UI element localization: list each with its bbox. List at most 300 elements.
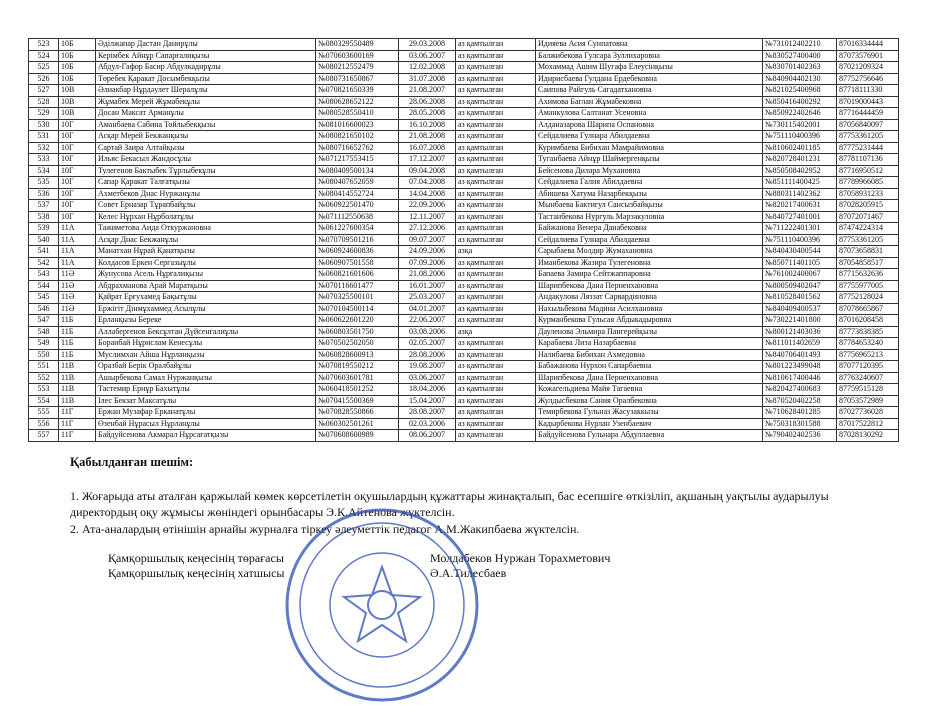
birth-date: 12.11.2007 (399, 211, 456, 223)
parent-name: Мохаммад Ашим Шугафа Елеусінқызы (536, 62, 763, 74)
parent-name: Налибаева Бибихан Ахмедовна (536, 349, 763, 361)
phone-cell: 87077120395 (837, 361, 899, 373)
status-cell: аз қамтылған (456, 211, 536, 223)
parent-id: №751110400396 (763, 234, 837, 246)
parent-id: №830701402363 (763, 62, 837, 74)
row-number: 553 (29, 384, 59, 396)
student-name: Асқар Днас Бекжанұлы (96, 234, 316, 246)
birth-date: 22.06.2007 (399, 315, 456, 327)
student-name: Аллабергенов Бексұлтан Дүйсенғалиұлы (96, 326, 316, 338)
class-cell: 11Ә (59, 269, 96, 281)
parent-name: Сейдалиева Галия Абилдаевна (536, 177, 763, 189)
birth-cert: №071217553415 (316, 154, 399, 166)
row-number: 532 (29, 142, 59, 154)
table-row (29, 73, 899, 85)
status-cell: аз қамтылған (456, 142, 536, 154)
status-cell: азқа (456, 246, 536, 258)
status-cell: аз қамтылған (456, 85, 536, 97)
row-number: 529 (29, 108, 59, 120)
student-name: Ержан Музафар Ерканатұлы (96, 407, 316, 419)
chair-name: Молдабеков Нуржан Торахметович (430, 551, 611, 565)
class-cell: 10Б (59, 50, 96, 62)
birth-date: 18.04.2006 (399, 384, 456, 396)
phone-cell: 87054858517 (837, 257, 899, 269)
table-row (29, 50, 899, 62)
class-cell: 11А (59, 257, 96, 269)
parent-name: Дауленова Эльмира Пангерейқызы (536, 326, 763, 338)
birth-date: 07.04.2008 (399, 177, 456, 189)
parent-name: Саипова Райгуль Сагадатхановна (536, 85, 763, 97)
student-name: Аманбаева Сабина Тойлыбекқызы (96, 119, 316, 131)
class-cell: 10Г (59, 131, 96, 143)
student-name: Керімбек Айнұр Сапарғалиқызы (96, 50, 316, 62)
status-cell: аз қамтылған (456, 223, 536, 235)
birth-cert: №080414552724 (316, 188, 399, 200)
row-number: 541 (29, 246, 59, 258)
phone-cell: 87752756646 (837, 73, 899, 85)
birth-cert: №061227600354 (316, 223, 399, 235)
birth-cert: №060924600836 (316, 246, 399, 258)
status-cell: аз қамтылған (456, 361, 536, 373)
table-row (29, 372, 899, 384)
birth-date: 07.09.2006 (399, 257, 456, 269)
student-name: Ильяс Бекасыл Жандосұлы (96, 154, 316, 166)
phone-cell: 87753361205 (837, 131, 899, 143)
status-cell: аз қамтылған (456, 119, 536, 131)
class-cell: 11Б (59, 349, 96, 361)
student-name: Досан Максат Арманұлы (96, 108, 316, 120)
phone-cell: 87028130292 (837, 430, 899, 442)
class-cell: 11В (59, 372, 96, 384)
phone-cell: 87773838385 (837, 326, 899, 338)
parent-id: №820427400683 (763, 384, 837, 396)
parent-name: Тастанбекова Нургуль Марзакуловна (536, 211, 763, 223)
birth-cert: №060418501252 (316, 384, 399, 396)
birth-date: 16.07.2008 (399, 142, 456, 154)
birth-cert: №070116601477 (316, 280, 399, 292)
parent-id: №751110400396 (763, 131, 837, 143)
phone-cell: 87775231444 (837, 142, 899, 154)
birth-cert: №080329550489 (316, 39, 399, 51)
student-name: Абдрахманова Арай Маратқызы (96, 280, 316, 292)
parent-name: Бабажанова Нурхон Сапарбаевна (536, 361, 763, 373)
student-name: Тажиметова Аида Откуржановна (96, 223, 316, 235)
parent-name: Куримбаева Бибихан Мамрайимовна (536, 142, 763, 154)
parent-id: №821025400968 (763, 85, 837, 97)
phone-cell: 87073658831 (837, 246, 899, 258)
row-number: 536 (29, 188, 59, 200)
birth-date: 28.08.2006 (399, 349, 456, 361)
class-cell: 10Г (59, 177, 96, 189)
birth-date: 09.07.2007 (399, 234, 456, 246)
table-row (29, 108, 899, 120)
class-cell: 11Г (59, 407, 96, 419)
status-cell: аз қамтылған (456, 292, 536, 304)
table-row (29, 234, 899, 246)
phone-cell: 87763240607 (837, 372, 899, 384)
parent-id: №801223499048 (763, 361, 837, 373)
status-cell: аз қамтылған (456, 131, 536, 143)
parent-name: Карабаева Лиза Назарбаевна (536, 338, 763, 350)
row-number: 556 (29, 418, 59, 430)
phone-cell: 87759515128 (837, 384, 899, 396)
row-number: 542 (29, 257, 59, 269)
birth-cert: №060622601220 (316, 315, 399, 327)
decision-item-1: 1. Жоғарыда аты аталған қаржылай көмек көрсетілетін оқушылардың құжаттары жинақталып, бас есепшіге өткізіліп, ақшаның уақтылы аударылуы директордың оқу жұмысы жөніндегі орынбасары Э.К.Айтенова жүктелсін. (70, 489, 829, 519)
birth-date: 21.08.2006 (399, 269, 456, 281)
phone-cell: 87017522812 (837, 418, 899, 430)
status-cell: аз қамтылған (456, 395, 536, 407)
birth-cert: №060821601606 (316, 269, 399, 281)
status-cell: аз қамтылған (456, 154, 536, 166)
parent-id: №880311402362 (763, 188, 837, 200)
table-row (29, 430, 899, 442)
birth-date: 03.08.2006 (399, 326, 456, 338)
class-cell: 11А (59, 223, 96, 235)
row-number: 534 (29, 165, 59, 177)
official-seal-icon (282, 505, 482, 705)
row-number: 539 (29, 223, 59, 235)
student-name: Ерланқызы Береке (96, 315, 316, 327)
class-cell: 11Г (59, 430, 96, 442)
class-cell: 10Г (59, 211, 96, 223)
birth-cert: №080409500134 (316, 165, 399, 177)
birth-cert: №070104500114 (316, 303, 399, 315)
status-cell: аз қамтылған (456, 338, 536, 350)
recipients-table (28, 38, 899, 442)
status-cell: аз қамтылған (456, 280, 536, 292)
parent-name: Бейсенова Дилара Мухановна (536, 165, 763, 177)
phone-cell: 87755977005 (837, 280, 899, 292)
birth-cert: №071112550638 (316, 211, 399, 223)
row-number: 549 (29, 338, 59, 350)
parent-id: №830527400400 (763, 50, 837, 62)
parent-name: Жулдысбекова Сания Оралбековна (536, 395, 763, 407)
parent-id: №750318301588 (763, 418, 837, 430)
birth-date: 21.08.2007 (399, 85, 456, 97)
birth-cert: №070821650339 (316, 85, 399, 97)
row-number: 547 (29, 315, 59, 327)
status-cell: аз қамтылған (456, 384, 536, 396)
status-cell: аз қамтылған (456, 349, 536, 361)
phone-cell: 87016334444 (837, 39, 899, 51)
birth-cert: №060828600913 (316, 349, 399, 361)
table-row (29, 200, 899, 212)
table-row (29, 361, 899, 373)
parent-name: Андакулова Ляззат Сарвардиновна (536, 292, 763, 304)
parent-id: №811011402659 (763, 338, 837, 350)
phone-cell: 87027736028 (837, 407, 899, 419)
status-cell: аз қамтылған (456, 234, 536, 246)
row-number: 527 (29, 85, 59, 97)
parent-id: №800121403036 (763, 326, 837, 338)
student-name: Ержігіт Дінмұхаммед Асылұлы (96, 303, 316, 315)
parent-id: №820217400631 (763, 200, 837, 212)
parent-id: №820728401231 (763, 154, 837, 166)
table-row (29, 407, 899, 419)
parent-id: №840727401001 (763, 211, 837, 223)
status-cell: аз қамтылған (456, 430, 536, 442)
row-number: 533 (29, 154, 59, 166)
student-name: Байдуйсенова Акмарал Нұрсағатқызы (96, 430, 316, 442)
student-name: Оразбай Берік Оралбайұлы (96, 361, 316, 373)
phone-cell: 87016208458 (837, 315, 899, 327)
class-cell: 10Г (59, 165, 96, 177)
phone-cell: 87752128024 (837, 292, 899, 304)
student-name: Ілес Бекзат Максатұлы (96, 395, 316, 407)
phone-cell: 87073576901 (837, 50, 899, 62)
status-cell: аз қамтылған (456, 50, 536, 62)
birth-cert: №070608600989 (316, 430, 399, 442)
phone-cell: 87756965213 (837, 349, 899, 361)
table-row (29, 384, 899, 396)
row-number: 524 (29, 50, 59, 62)
birth-date: 17.12.2007 (399, 154, 456, 166)
row-number: 530 (29, 119, 59, 131)
parent-name: Сейдалиева Гулнара Абилдаевна (536, 234, 763, 246)
birth-cert: №080716652762 (316, 142, 399, 154)
row-number: 551 (29, 361, 59, 373)
parent-name: Кадырбекова Нурлан Узенбаевич (536, 418, 763, 430)
birth-date: 31.07.2008 (399, 73, 456, 85)
parent-id: №810602401185 (763, 142, 837, 154)
table-row (29, 165, 899, 177)
birth-cert: №070502502050 (316, 338, 399, 350)
birth-date: 15.04.2007 (399, 395, 456, 407)
row-number: 544 (29, 280, 59, 292)
table-row (29, 131, 899, 143)
birth-cert: №060302501261 (316, 418, 399, 430)
parent-id: №850711401105 (763, 257, 837, 269)
birth-cert: №070603601781 (316, 372, 399, 384)
birth-cert: №070819550212 (316, 361, 399, 373)
row-number: 525 (29, 62, 59, 74)
class-cell: 11Г (59, 418, 96, 430)
birth-cert: №081016600023 (316, 119, 399, 131)
table-body (29, 39, 899, 442)
parent-name: Сейдалиева Гулнара Абилдаевна (536, 131, 763, 143)
status-cell: аз қамтылған (456, 407, 536, 419)
row-number: 540 (29, 234, 59, 246)
birth-date: 19.08.2007 (399, 361, 456, 373)
birth-cert: №070828550866 (316, 407, 399, 419)
table-row (29, 326, 899, 338)
table-row (29, 395, 899, 407)
birth-date: 25.03.2007 (399, 292, 456, 304)
table-row (29, 62, 899, 74)
class-cell: 11Б (59, 326, 96, 338)
phone-cell: 87053572989 (837, 395, 899, 407)
table-row (29, 85, 899, 97)
class-cell: 10В (59, 96, 96, 108)
student-name: Әділжапар Дастан Данирұлы (96, 39, 316, 51)
class-cell: 11Б (59, 338, 96, 350)
phone-cell: 87784653240 (837, 338, 899, 350)
birth-cert: №060803501750 (316, 326, 399, 338)
row-number: 557 (29, 430, 59, 442)
parent-id: №870520402258 (763, 395, 837, 407)
row-number: 528 (29, 96, 59, 108)
table-row (29, 39, 899, 51)
row-number: 523 (29, 39, 59, 51)
birth-date: 28.08.2007 (399, 407, 456, 419)
student-name: Жұмабек Мерей Жұмабекұлы (96, 96, 316, 108)
parent-name: Туганбаева Айнұр Шаймергенқызы (536, 154, 763, 166)
birth-date: 24.09.2006 (399, 246, 456, 258)
birth-date: 09.04.2008 (399, 165, 456, 177)
student-name: Сапар Қаракат Талғатқызы (96, 177, 316, 189)
student-name: Боранбай Нұрислам Кенесұлы (96, 338, 316, 350)
class-cell: 11Ә (59, 280, 96, 292)
parent-name: Шарипбекова Дана Перненхановна (536, 280, 763, 292)
birth-date: 29.03.2008 (399, 39, 456, 51)
parent-id: №730221401800 (763, 315, 837, 327)
class-cell: 10Б (59, 62, 96, 74)
parent-name: Байжанова Венера Данабековна (536, 223, 763, 235)
parent-name: Балжибекова Гулсара Зуллихаровна (536, 50, 763, 62)
parent-id: №731012402210 (763, 39, 837, 51)
status-cell: аз қамтылған (456, 73, 536, 85)
parent-name: Кожагельдиева Майя Тагаевна (536, 384, 763, 396)
table-row (29, 223, 899, 235)
status-cell: аз қамтылған (456, 165, 536, 177)
status-cell: аз қамтылған (456, 62, 536, 74)
phone-cell: 87078665867 (837, 303, 899, 315)
parent-name: Бапаева Замира Сейтжаппаровна (536, 269, 763, 281)
parent-name: Сарыбаева Молдир Жумахановна (536, 246, 763, 258)
birth-cert: №070709501216 (316, 234, 399, 246)
phone-cell: 87072071467 (837, 211, 899, 223)
phone-cell: 87056840097 (837, 119, 899, 131)
class-cell: 10Г (59, 142, 96, 154)
status-cell: аз қамтылған (456, 372, 536, 384)
phone-cell: 87715632636 (837, 269, 899, 281)
table-row (29, 154, 899, 166)
student-name: Қайрат Ерғухамед Бақытұлы (96, 292, 316, 304)
parent-id: №840409400537 (763, 303, 837, 315)
secretary-title: Қамқоршылық кеңесінің хатшысы (108, 566, 285, 580)
parent-id: №800509402047 (763, 280, 837, 292)
class-cell: 10Г (59, 119, 96, 131)
birth-date: 16.10.2008 (399, 119, 456, 131)
status-cell: аз қамтылған (456, 257, 536, 269)
class-cell: 11В (59, 395, 96, 407)
class-cell: 11А (59, 246, 96, 258)
parent-name: Шарипбекова Дана Перненхановна (536, 372, 763, 384)
student-name: Манатхан Нұрай Қанатқызы (96, 246, 316, 258)
parent-id: №810617400446 (763, 372, 837, 384)
parent-id: №840706401493 (763, 349, 837, 361)
phone-cell: 87716444459 (837, 108, 899, 120)
birth-cert: №080821650102 (316, 131, 399, 143)
student-name: Төребек Қаракат Досымбекқызы (96, 73, 316, 85)
class-cell: 11В (59, 384, 96, 396)
student-name: Колдасов Еркен Сергазыұлы (96, 257, 316, 269)
birth-date: 14.04.2008 (399, 188, 456, 200)
student-name: Ахметбеков Днас Нуржанұлы (96, 188, 316, 200)
row-number: 550 (29, 349, 59, 361)
birth-date: 28.05.2008 (399, 108, 456, 120)
parent-name: Темирбекова Гульназ Жасузаккызы (536, 407, 763, 419)
table-row (29, 177, 899, 189)
class-cell: 11В (59, 361, 96, 373)
table-row (29, 292, 899, 304)
student-name: Сартай Заира Алтайқызы (96, 142, 316, 154)
student-name: Абдул-Гафор Басир Абдулкадирұлы (96, 62, 316, 74)
parent-name: Нахыльбекова Мадина Асилхановна (536, 303, 763, 315)
class-cell: 10Г (59, 188, 96, 200)
table-row (29, 96, 899, 108)
row-number: 543 (29, 269, 59, 281)
table-row (29, 246, 899, 258)
table-row (29, 119, 899, 131)
phone-cell: 87716950512 (837, 165, 899, 177)
parent-id: №840904402130 (763, 73, 837, 85)
parent-id: №730115402001 (763, 119, 837, 131)
birth-cert: №070603600169 (316, 50, 399, 62)
student-name: Тастемир Ернұр Бахытұлы (96, 384, 316, 396)
student-name: Ашырбекова Самал Нуржанқызы (96, 372, 316, 384)
student-name: Жунусова Асель Нұрғалиқызы (96, 269, 316, 281)
table-row (29, 303, 899, 315)
status-cell: аз қамтылған (456, 269, 536, 281)
secretary-name: Ә.А.Тилесбаев (430, 566, 507, 580)
birth-date: 22.09.2006 (399, 200, 456, 212)
parent-name: Аманкулова Салтанат Усеновна (536, 108, 763, 120)
row-number: 545 (29, 292, 59, 304)
birth-date: 03.06.2007 (399, 372, 456, 384)
row-number: 535 (29, 177, 59, 189)
status-cell: аз қамтылған (456, 303, 536, 315)
birth-cert: №080528550410 (316, 108, 399, 120)
class-cell: 10Г (59, 200, 96, 212)
phone-cell: 87019000443 (837, 96, 899, 108)
parent-name: Ахимова Баглан Жұмабековна (536, 96, 763, 108)
student-name: Тулегенов Бактыбек Тұрлыбекұлы (96, 165, 316, 177)
birth-date: 12.02.2008 (399, 62, 456, 74)
student-name: Асқар Мерей Бекжанқызы (96, 131, 316, 143)
birth-cert: №080731650867 (316, 73, 399, 85)
class-cell: 11Ә (59, 303, 96, 315)
phone-cell: 87058931233 (837, 188, 899, 200)
student-name: Келес Нұрхан Нұрболатұлы (96, 211, 316, 223)
chair-title: Қамқоршылық кеңесінің төрағасы (108, 551, 284, 565)
birth-date: 02.05.2007 (399, 338, 456, 350)
parent-name: Идияева Асия Сунпатовна (536, 39, 763, 51)
parent-id: №850508402952 (763, 165, 837, 177)
parent-id: №790402402536 (763, 430, 837, 442)
row-number: 531 (29, 131, 59, 143)
parent-name: Мынбаева Бактигул Сансызбайқызы (536, 200, 763, 212)
phone-cell: 87781107136 (837, 154, 899, 166)
class-cell: 11Ә (59, 292, 96, 304)
class-cell: 11Б (59, 315, 96, 327)
row-number: 537 (29, 200, 59, 212)
parent-id: №851111400425 (763, 177, 837, 189)
birth-date: 03.06.2007 (399, 50, 456, 62)
phone-cell: 87718111330 (837, 85, 899, 97)
table-row (29, 338, 899, 350)
birth-cert: №080628652122 (316, 96, 399, 108)
decision-item-2: 2. Ата-аналардың өтінішін арнайы журналға тіркеу әлеуметтік педагог А.М.Жакипбаева жүктелсін. (70, 522, 580, 536)
status-cell: аз қамтылған (456, 96, 536, 108)
student-name: Совет Ерназар Тұрапбайұлы (96, 200, 316, 212)
parent-name: Иманбекова Жазира Тулегеновна (536, 257, 763, 269)
status-cell: аз қамтылған (456, 315, 536, 327)
birth-date: 16.01.2007 (399, 280, 456, 292)
row-number: 526 (29, 73, 59, 85)
class-cell: 11А (59, 234, 96, 246)
